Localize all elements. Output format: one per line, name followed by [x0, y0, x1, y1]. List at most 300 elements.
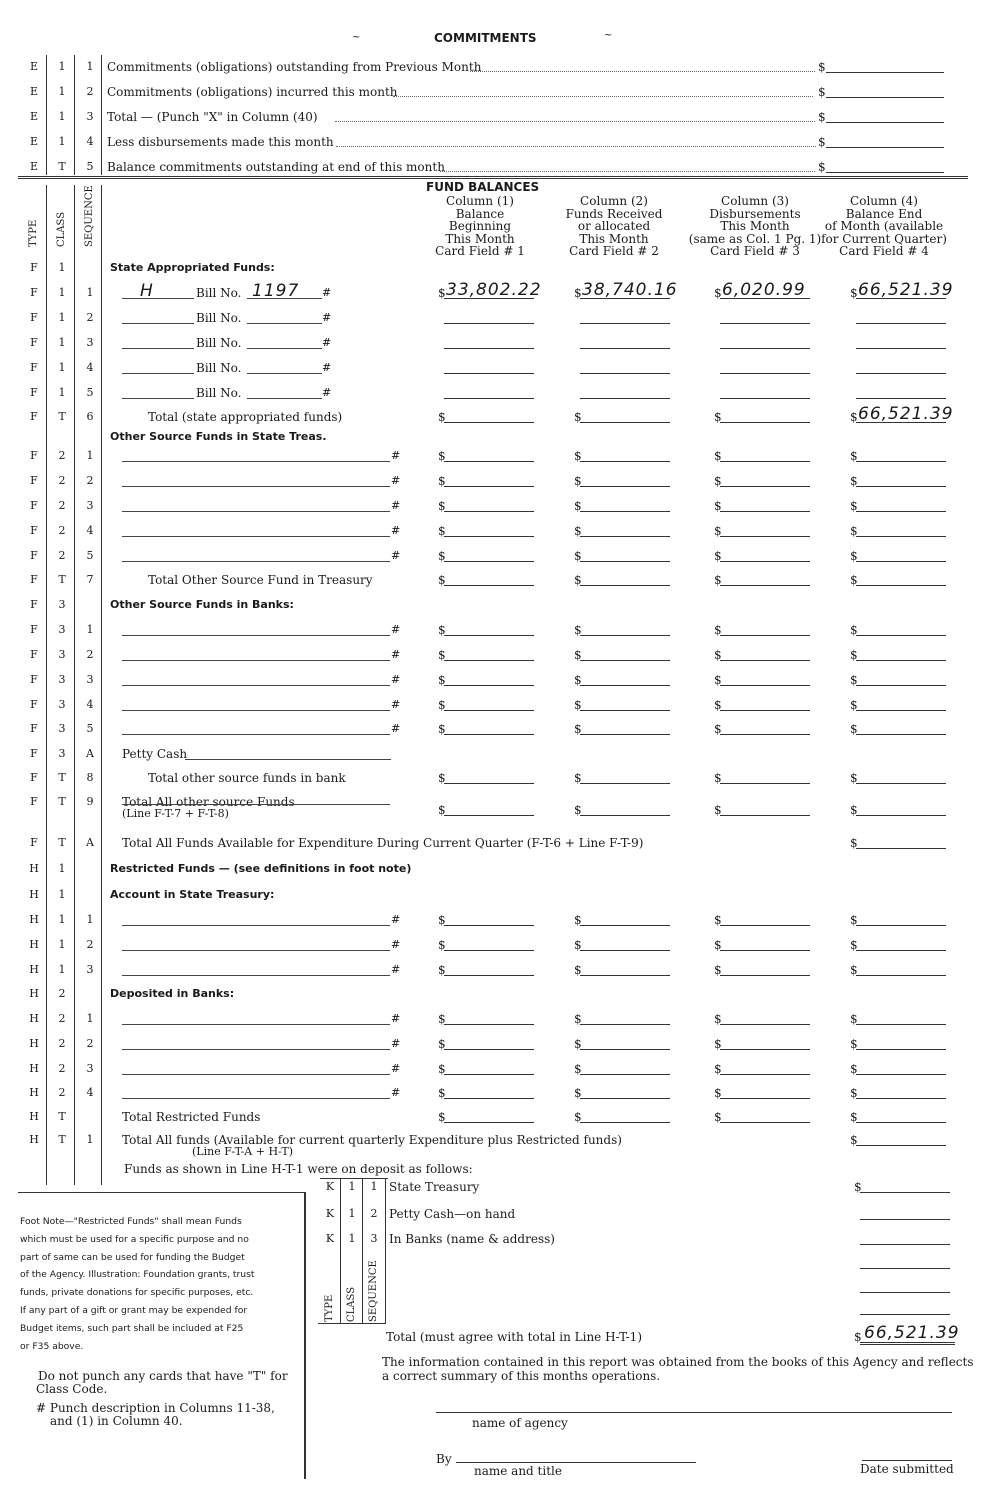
fund-code-cls: 1	[58, 361, 66, 374]
amount-field-col-3	[720, 449, 810, 462]
dollar-sign: $	[850, 286, 858, 300]
dollar-sign: $	[714, 524, 722, 538]
amount-field-col-3	[720, 1012, 810, 1025]
fund-code-cls: 1	[58, 311, 66, 324]
amount-field-col-4	[856, 524, 946, 537]
dollar-sign: $	[574, 1086, 582, 1100]
amount-field-col-1	[444, 698, 534, 711]
amount-field-col-1	[444, 1086, 534, 1099]
row-sublabel: (Line F-T-7 + F-T-8)	[122, 807, 229, 820]
signature-field	[456, 1462, 696, 1463]
fund-code-cls: 2	[58, 549, 66, 562]
commitment-code-seq: 1	[86, 60, 94, 73]
dollar-sign: $	[818, 110, 826, 124]
amount-field-col-3	[720, 410, 810, 423]
amount-field-col-3	[720, 499, 810, 512]
column-header-line: Card Field # 3	[710, 244, 800, 258]
bill-label: Bill No.	[196, 361, 242, 375]
amount-field-col-3	[720, 336, 810, 349]
fund-code-seq: 5	[86, 722, 94, 735]
column-header-line: Column (4)	[850, 194, 918, 208]
fund-code-type: F	[30, 598, 38, 611]
description-field	[122, 975, 390, 976]
fund-code-seq: 1	[86, 623, 94, 636]
fund-code-cls: 3	[58, 648, 66, 661]
fund-code-seq: 4	[86, 524, 94, 537]
fund-code-type: F	[30, 474, 38, 487]
dollar-sign: $	[850, 474, 858, 488]
deposit-label: State Treasury	[389, 1180, 480, 1194]
column-header-line: Column (3)	[721, 194, 789, 208]
fund-code-type: F	[30, 698, 38, 711]
fund-code-seq: 3	[86, 1062, 94, 1075]
commitment-label: Total — (Punch "X" in Column (40)	[107, 110, 318, 124]
dollar-sign: $	[438, 698, 446, 712]
description-field	[122, 685, 390, 686]
fund-code-seq: 2	[86, 311, 94, 324]
row-label: Total other source funds in bank	[148, 771, 346, 785]
amount-field-col-1	[444, 549, 534, 562]
amount-field-col-4	[856, 549, 946, 562]
amount-field-col-4	[856, 361, 946, 374]
column-header-line: Card Field # 4	[839, 244, 929, 258]
amount-field-col-1	[444, 336, 534, 349]
dollar-sign: $	[438, 1086, 446, 1100]
amount-field-col-4	[856, 499, 946, 512]
dollar-sign: $	[574, 524, 582, 538]
fund-code-type: F	[30, 311, 38, 324]
dollar-sign: $	[850, 549, 858, 563]
dollar-sign: $	[850, 771, 858, 785]
commitment-code-seq: 2	[86, 85, 94, 98]
amount-field-col-1	[444, 1012, 534, 1025]
dollar-sign: $	[574, 1037, 582, 1051]
description-field	[122, 1074, 390, 1075]
dollar-sign: $	[850, 1133, 858, 1147]
amount-field-col-1	[444, 803, 534, 816]
class-header: CLASS	[56, 211, 67, 247]
type-header: TYPE	[28, 219, 39, 247]
fund-code-type: F	[30, 795, 38, 808]
amount-field-col-2	[580, 698, 670, 711]
dollar-sign: $	[850, 836, 858, 850]
fund-code-seq: 2	[86, 648, 94, 661]
amount-field-col-1	[444, 386, 534, 399]
note-punch-description-cont: and (1) in Column 40.	[50, 1414, 183, 1428]
hash-mark: #	[391, 963, 401, 976]
dollar-sign: $	[574, 963, 582, 977]
amount-field-col-1	[444, 311, 534, 324]
amount-field-col-2	[580, 1037, 670, 1050]
dollar-sign: $	[438, 1037, 446, 1051]
dollar-sign: $	[574, 698, 582, 712]
commitment-label: Balance commitments outstanding at end of this month	[107, 160, 445, 174]
fund-code-type: H	[29, 1012, 39, 1025]
description-field	[122, 1024, 390, 1025]
dollar-sign: $	[438, 722, 446, 736]
fund-code-type: H	[29, 987, 39, 1000]
commitment-code-cls: 1	[58, 60, 66, 73]
amount-field-col-2	[580, 913, 670, 926]
hash-mark: #	[391, 1037, 401, 1050]
row-label: Total Other Source Fund in Treasury	[148, 573, 373, 587]
fund-code-cls: 1	[58, 963, 66, 976]
dollar-sign: $	[714, 648, 722, 662]
column-divider	[340, 1178, 341, 1323]
amount-field-col-2	[580, 1086, 670, 1099]
hash-mark: #	[391, 1012, 401, 1025]
dollar-sign: $	[574, 1012, 582, 1026]
fund-code-cls: 3	[58, 698, 66, 711]
column-header-line: or allocated	[577, 219, 651, 233]
dollar-sign: $	[438, 803, 446, 817]
column-header-line: Card Field # 2	[569, 244, 659, 258]
prefix-field	[122, 398, 194, 399]
fund-code-cls: T	[58, 771, 66, 784]
dollar-sign: $	[850, 623, 858, 637]
fund-code-type: H	[29, 1062, 39, 1075]
dollar-sign: $	[438, 623, 446, 637]
dollar-sign: $	[714, 449, 722, 463]
fund-code-cls: 3	[58, 598, 66, 611]
column-header-line: Beginning	[448, 219, 512, 233]
dollar-sign: $	[850, 1062, 858, 1076]
dollar-sign: $	[714, 286, 722, 300]
amount-field-col-1	[444, 1037, 534, 1050]
fund-code-seq: 1	[86, 449, 94, 462]
dollar-sign: $	[714, 673, 722, 687]
hash-mark: #	[391, 474, 401, 487]
dollar-sign: $	[850, 698, 858, 712]
dollar-sign: $	[714, 803, 722, 817]
fund-code-cls: 1	[58, 862, 66, 875]
amount-field-col-4	[856, 803, 946, 816]
row-label: Petty Cash	[122, 747, 188, 761]
dollar-sign: $	[438, 648, 446, 662]
deposit-code-class: 1	[348, 1207, 356, 1220]
amount-field-col-1	[444, 623, 534, 636]
amount-field-col-4	[856, 938, 946, 951]
fund-code-cls: 3	[58, 623, 66, 636]
handwritten-amount-col-1: 33,802.22	[446, 280, 542, 300]
dollar-sign: $	[574, 673, 582, 687]
dollar-sign: $	[574, 573, 582, 587]
dollar-sign: $	[574, 913, 582, 927]
amount-field-col-4	[856, 648, 946, 661]
section-heading: Restricted Funds — (see definitions in foot note)	[110, 862, 412, 875]
description-field	[122, 710, 390, 711]
amount-field-col-1	[444, 1062, 534, 1075]
certification-line-1: The information contained in this report was obtained from the books of this Agency and reflects	[382, 1355, 974, 1369]
fund-code-seq: 3	[86, 499, 94, 512]
fund-code-cls: 3	[58, 747, 66, 760]
column-header-3	[685, 195, 825, 258]
by-label: By	[436, 1452, 452, 1466]
bill-label: Bill No.	[196, 311, 242, 325]
column-divider	[101, 185, 102, 1185]
description-field	[122, 486, 390, 487]
deposit-total-label: Total (must agree with total in Line H-T-1)	[386, 1330, 643, 1344]
column-header-line: This Month	[445, 231, 515, 246]
fund-code-cls: T	[58, 410, 66, 423]
deposit-code-type: K	[325, 1207, 335, 1220]
fund-code-seq: 1	[86, 1133, 94, 1146]
hash-mark: #	[322, 336, 332, 349]
commitment-code-cls: 1	[58, 85, 66, 98]
bill-number-field	[247, 348, 322, 349]
description-field	[122, 660, 390, 661]
fund-code-cls: 1	[58, 938, 66, 951]
description-field	[122, 1049, 390, 1050]
fund-code-seq: 4	[86, 698, 94, 711]
hash-mark: #	[322, 386, 332, 399]
amount-field-col-1	[444, 673, 534, 686]
fund-code-seq: 4	[86, 361, 94, 374]
amount-field-col-3	[720, 1037, 810, 1050]
fund-code-type: H	[29, 862, 39, 875]
fund-code-type: F	[30, 336, 38, 349]
dollar-sign: $	[850, 524, 858, 538]
hash-mark: #	[391, 1086, 401, 1099]
amount-field-col-4	[856, 623, 946, 636]
amount-field-col-1	[444, 361, 534, 374]
dollar-sign: $	[438, 963, 446, 977]
fund-code-type: F	[30, 410, 38, 423]
dollar-sign: $	[850, 803, 858, 817]
dollar-sign: $	[714, 499, 722, 513]
fund-code-type: F	[30, 836, 38, 849]
amount-field-col-1	[444, 771, 534, 784]
dollar-sign: $	[438, 524, 446, 538]
note-punch-description: # Punch description in Columns 11-38,	[36, 1401, 275, 1415]
amount-field-col-3	[720, 311, 810, 324]
amount-field-col-1	[444, 648, 534, 661]
amount-field-col-2	[580, 1062, 670, 1075]
deposit-code-seq: 2	[370, 1207, 378, 1220]
amount-field-col-3	[720, 803, 810, 816]
fund-code-seq: 1	[86, 913, 94, 926]
column-header-line: This Month	[720, 219, 790, 233]
column-divider	[46, 55, 47, 175]
hash-mark: #	[391, 913, 401, 926]
dollar-sign: $	[438, 913, 446, 927]
description-field	[122, 536, 390, 537]
prefix-field	[122, 298, 194, 299]
fund-code-cls: 2	[58, 474, 66, 487]
fund-code-cls: T	[58, 836, 66, 849]
column-header-line: This Month	[579, 231, 649, 246]
column-header-2	[544, 195, 684, 258]
fund-code-type: F	[30, 524, 38, 537]
deposit-amount-field	[860, 1256, 950, 1269]
fund-code-cls: 2	[58, 449, 66, 462]
description-field	[122, 804, 390, 805]
dollar-sign: $	[818, 85, 826, 99]
dollar-sign: $	[714, 1062, 722, 1076]
amount-field-col-2	[580, 1110, 670, 1123]
footnote-line: Budget items, such part shall be included at F25	[20, 1322, 244, 1334]
amount-field-col-2	[580, 648, 670, 661]
dollar-sign: $	[714, 1037, 722, 1051]
hash-mark: #	[322, 311, 332, 324]
amount-field-col-2	[580, 938, 670, 951]
amount-field-col-1	[444, 524, 534, 537]
fund-code-seq: 3	[86, 963, 94, 976]
dollar-sign: $	[714, 722, 722, 736]
amount-field-col-2	[580, 361, 670, 374]
commitment-label: Commitments (obligations) incurred this month	[107, 85, 398, 99]
handwritten-prefix: H	[140, 281, 154, 301]
class-header: CLASS	[346, 1286, 357, 1322]
fund-code-seq: 2	[86, 474, 94, 487]
dollar-sign: $	[850, 1110, 858, 1124]
amount-field-col-3	[720, 549, 810, 562]
fund-code-seq: 5	[86, 386, 94, 399]
column-header-line: Disbursements	[709, 206, 801, 221]
dollar-sign: $	[438, 449, 446, 463]
amount-field-col-3	[720, 698, 810, 711]
commitment-code-seq: 4	[86, 135, 94, 148]
commitment-amount-field	[826, 135, 944, 148]
fund-code-seq: 7	[86, 573, 94, 586]
fund-code-type: H	[29, 1086, 39, 1099]
hash-mark: #	[391, 499, 401, 512]
fund-code-cls: 3	[58, 722, 66, 735]
fund-code-seq: 1	[86, 286, 94, 299]
fund-code-seq: A	[86, 836, 94, 849]
commitment-code-cls: 1	[58, 110, 66, 123]
dollar-sign: $	[850, 938, 858, 952]
dollar-sign: $	[714, 474, 722, 488]
dollar-sign: $	[714, 963, 722, 977]
handwritten-bill-number: 1197	[252, 281, 300, 301]
dollar-sign: $	[850, 1012, 858, 1026]
amount-field-col-2	[580, 524, 670, 537]
dollar-sign: $	[714, 913, 722, 927]
leader-line	[470, 71, 815, 72]
deposit-box-top	[320, 1178, 388, 1179]
fund-code-type: H	[29, 963, 39, 976]
dollar-sign: $	[438, 1012, 446, 1026]
amount-field-col-2	[580, 623, 670, 636]
amount-field-col-1	[444, 963, 534, 976]
name-title-label: name and title	[474, 1464, 562, 1478]
dollar-sign: $	[438, 286, 446, 300]
fund-code-type: H	[29, 938, 39, 951]
dollar-sign: $	[850, 573, 858, 587]
commitment-code-seq: 3	[86, 110, 94, 123]
fund-code-cls: 1	[58, 261, 66, 274]
handwritten-deposit-total: 66,521.39	[864, 1323, 960, 1343]
hash-mark: #	[322, 286, 332, 299]
dollar-sign: $	[574, 286, 582, 300]
fund-code-type: F	[30, 771, 38, 784]
fund-code-cls: 1	[58, 888, 66, 901]
row-label: Total All funds (Available for current quarterly Expenditure plus Restricted funds)	[122, 1133, 622, 1147]
fund-code-seq: A	[86, 747, 94, 760]
fund-code-cls: 2	[58, 499, 66, 512]
dollar-sign: $	[438, 474, 446, 488]
commitment-code-type: E	[29, 110, 39, 123]
fund-code-type: F	[30, 361, 38, 374]
prefix-field	[122, 373, 194, 374]
fund-code-seq: 1	[86, 1012, 94, 1025]
row-label: Total All other source Funds	[122, 795, 295, 809]
hash-mark: #	[391, 938, 401, 951]
amount-field-col-2	[580, 410, 670, 423]
amount-field-col-3	[720, 722, 810, 735]
deposit-code-class: 1	[348, 1180, 356, 1193]
deposit-box-bottom	[318, 1323, 386, 1324]
fund-code-cls: 2	[58, 1062, 66, 1075]
fund-code-type: H	[29, 1037, 39, 1050]
fund-code-cls: 2	[58, 524, 66, 537]
amount-field-col-3	[720, 361, 810, 374]
amount-field-col-4	[856, 386, 946, 399]
amount-field-col-2	[580, 573, 670, 586]
fund-code-cls: 1	[58, 386, 66, 399]
column-header-line: Column (2)	[580, 194, 648, 208]
leader-line	[440, 171, 815, 172]
deposit-code-seq: 1	[370, 1180, 378, 1193]
dollar-sign: $	[854, 1330, 862, 1344]
dollar-sign: $	[574, 938, 582, 952]
footnote-line: If any part of a gift or grant may be expended for	[20, 1305, 248, 1316]
amount-field-col-3	[720, 963, 810, 976]
column-divider	[385, 1178, 386, 1323]
amount-field-col-2	[580, 336, 670, 349]
amount-field-col-3	[720, 573, 810, 586]
amount-field-col-1	[444, 722, 534, 735]
dollar-sign: $	[714, 1110, 722, 1124]
fund-balances-title: FUND BALANCES	[426, 180, 540, 194]
commitment-code-type: E	[29, 60, 39, 73]
column-header-1	[410, 195, 550, 258]
fund-code-cls: T	[58, 573, 66, 586]
column-header-line: of Month (available	[824, 219, 944, 233]
amount-field-col-2	[580, 549, 670, 562]
fund-code-seq: 4	[86, 1086, 94, 1099]
fund-code-type: F	[30, 549, 38, 562]
dollar-sign: $	[438, 410, 446, 424]
deposit-intro: Funds as shown in Line H-T-1 were on deposit as follows:	[124, 1162, 473, 1176]
prefix-field	[122, 323, 194, 324]
row-label: Total All Funds Available for Expenditure During Current Quarter (F-T-6 + Line F-T-9)	[122, 836, 644, 850]
fund-code-seq: 2	[86, 1037, 94, 1050]
fund-code-cls: T	[58, 795, 66, 808]
description-field	[122, 511, 390, 512]
bill-number-field	[247, 323, 322, 324]
amount-field-col-4	[856, 474, 946, 487]
dollar-sign: $	[850, 648, 858, 662]
hash-mark: #	[391, 698, 401, 711]
section-heading: Deposited in Banks:	[110, 987, 235, 1000]
petty-cash-field	[185, 759, 391, 760]
section-heading: Account in State Treasury:	[110, 888, 275, 901]
note-no-punch-cont: Class Code.	[36, 1382, 108, 1396]
dollar-sign: $	[438, 573, 446, 587]
deposit-amount-field	[860, 1232, 950, 1245]
fund-code-cls: 3	[58, 673, 66, 686]
footnote-line: funds, private donations for specific purposes, etc.	[20, 1287, 254, 1299]
section-heading: Other Source Funds in Banks:	[110, 598, 294, 611]
amount-field-col-4	[856, 1086, 946, 1099]
amount-field-col-3	[720, 524, 810, 537]
dollar-sign: $	[438, 673, 446, 687]
agency-name-field	[436, 1412, 952, 1413]
commitments-title: COMMITMENTS	[434, 31, 537, 45]
dollar-sign: $	[850, 1086, 858, 1100]
